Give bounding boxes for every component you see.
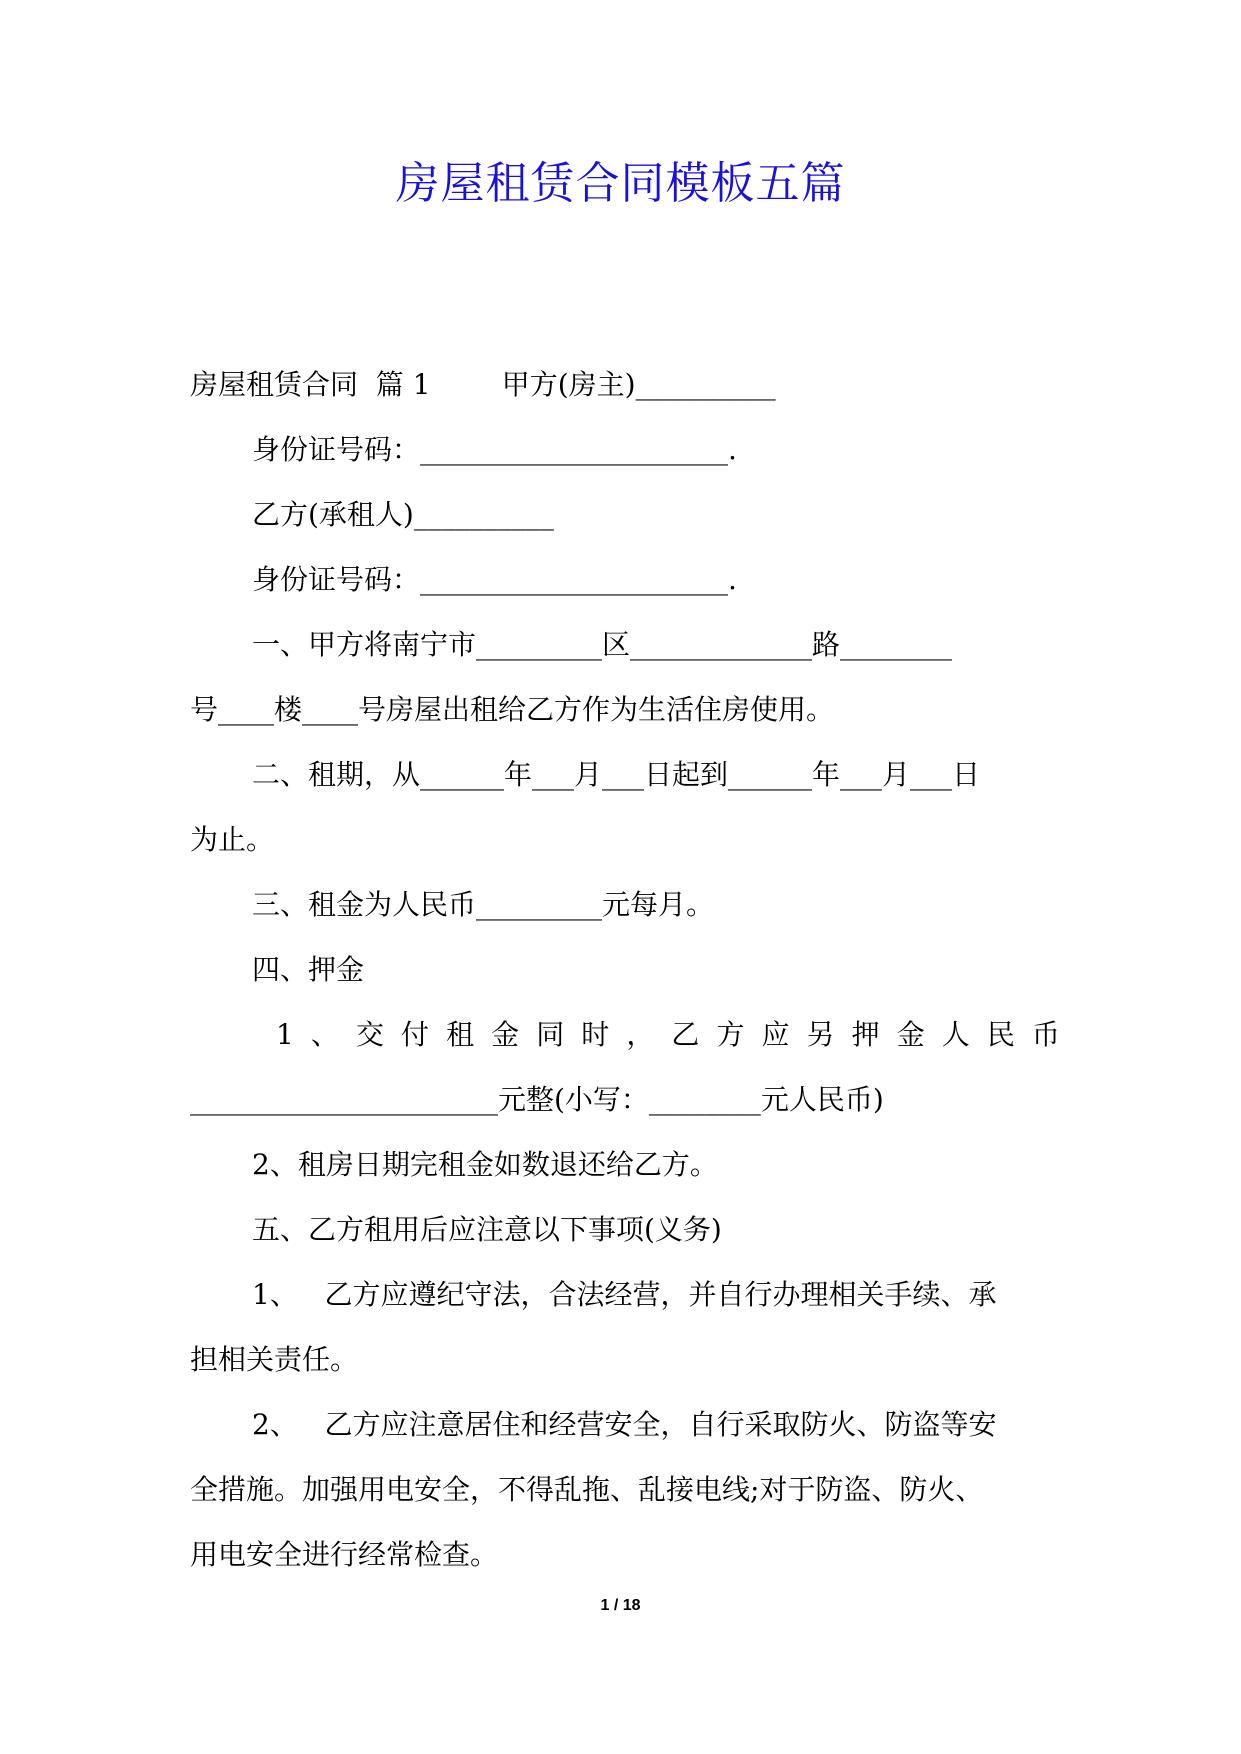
clause-5-item-1-line-1: 1、 乙方应遵纪守法，合法经营，并自行办理相关手续、承 — [252, 1278, 997, 1311]
justified-char: ， — [626, 1018, 655, 1051]
justified-char: 同 — [536, 1018, 565, 1051]
clause-5-item-2-line-1: 2、 乙方应注意居住和经营安全，自行采取防火、防盗等安 — [252, 1408, 997, 1441]
clause-1-line-2: 号____楼____号房屋出租给乙方作为生活住房使用。 — [190, 693, 835, 726]
clause-4-heading: 四、押金 — [252, 953, 365, 986]
deposit-amount-line: ______________________元整(小写：________元人民币) — [190, 1083, 884, 1116]
contract-heading-line: 房屋租赁合同 篇 1 甲方(房主)__________ — [190, 368, 776, 401]
justified-char: 人 — [941, 1018, 970, 1051]
justified-char: 租 — [446, 1018, 475, 1051]
justified-char: 时 — [581, 1018, 610, 1051]
justified-char: 1 — [276, 1018, 294, 1051]
landlord-id-line: 身份证号码：______________________. — [252, 433, 737, 466]
justified-char: 金 — [896, 1018, 925, 1051]
justified-char: 乙 — [671, 1018, 700, 1051]
deposit-refund-line: 2、租房日期完租金如数退还给乙方。 — [252, 1148, 718, 1181]
justified-char: 付 — [401, 1018, 430, 1051]
justified-char: 方 — [716, 1018, 745, 1051]
clause-5-heading: 五、乙方租用后应注意以下事项(义务) — [252, 1213, 722, 1246]
justified-char: 、 — [310, 1018, 339, 1051]
clause-2-line-1: 二、租期，从______年___月___日起到______年___月___日 — [252, 758, 981, 791]
clause-5-item-1-line-2: 担相关责任。 — [190, 1343, 359, 1376]
clause-5-item-2-line-3: 用电安全进行经常检查。 — [190, 1538, 499, 1571]
clause-1-line-1: 一、甲方将南宁市_________区_____________路________ — [252, 628, 953, 661]
clause-5-item-2-line-2: 全措施。加强用电安全，不得乱拖、乱接电线;对于防盗、防火、 — [190, 1473, 984, 1506]
justified-char: 交 — [355, 1018, 384, 1051]
justified-char: 应 — [761, 1018, 790, 1051]
document-body — [190, 352, 1060, 1587]
tenant-id-line: 身份证号码：______________________. — [252, 563, 737, 596]
deposit-justified-line — [190, 1002, 1060, 1067]
justified-char: 民 — [986, 1018, 1015, 1051]
justified-char: 金 — [491, 1018, 520, 1051]
tenant-line: 乙方(承租人)__________ — [252, 498, 554, 531]
clause-2-line-2: 为止。 — [190, 823, 275, 856]
justified-char: 押 — [851, 1018, 880, 1051]
justified-char: 另 — [806, 1018, 835, 1051]
page-number: 1 / 18 — [600, 1597, 641, 1614]
document-title: 房屋租赁合同模板五篇 — [395, 158, 846, 209]
justified-char: 币 — [1031, 1018, 1060, 1051]
clause-3-line: 三、租金为人民币_________元每月。 — [252, 888, 715, 921]
